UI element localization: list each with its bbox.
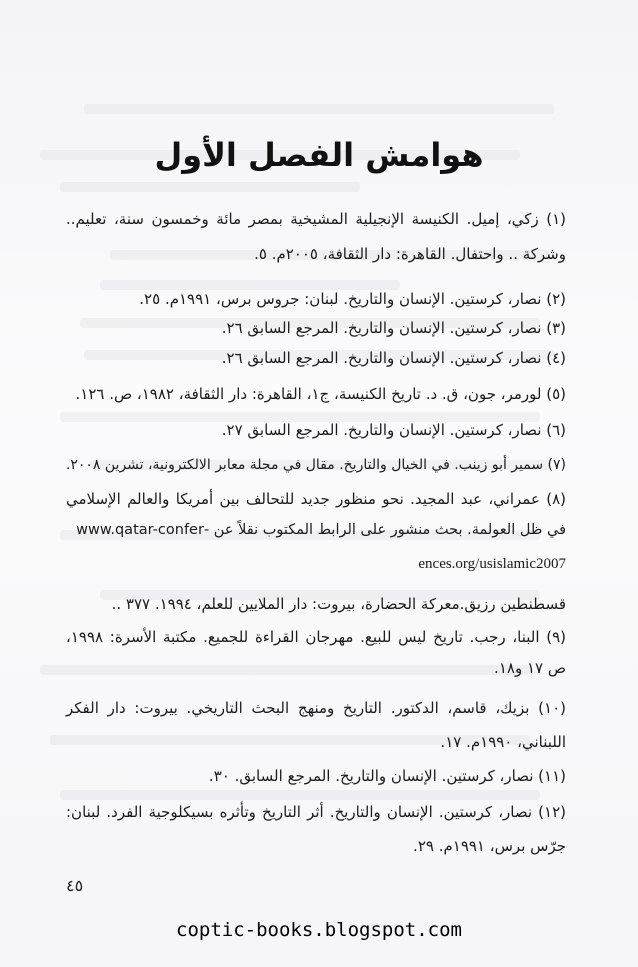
watermark-text: coptic-books.blogspot.com <box>176 919 462 941</box>
endnote-2: (٢) نصار، كرستين. الإنسان والتاريخ. لبنان: جروس برس، ١٩٩١م. ٢٥. <box>139 290 566 308</box>
endnote-9-line-1: (٩) البنا، رجب. تاريخ ليس للبيع. مهرجان القراءة للجميع. مكتبة الأسرة: ١٩٩٨، <box>66 628 566 646</box>
endnote-4: (٤) نصار، كرستين. الإنسان والتاريخ. المرجع السابق ٢٦. <box>221 349 566 367</box>
endnote-11: (١١) نصار، كرستين. الإنسان والتاريخ. المرجع السابق. ٣٠. <box>208 767 566 785</box>
endnote-1-line-1: (١) زكي، إميل. الكنيسة الإنجيلية المشيخية بمصر مائة وخمسون سنة، تعليم.. <box>66 210 566 228</box>
endnote-8-line-2: في ظل العولمة. بحث منشور على الرابط المكتوب نقلاً عن -www.qatar-confer <box>76 522 566 538</box>
endnote-8-url-continuation: ences.org/usislamic2007 <box>418 556 566 572</box>
page-number: ٤٥ <box>66 878 84 895</box>
endnote-3: (٣) نصار، كرستين. الإنسان والتاريخ. المرجع السابق ٢٦. <box>221 319 566 337</box>
endnote-6: (٦) نصار، كرستين. الإنسان والتاريخ. المرجع السابق ٢٧. <box>221 421 566 439</box>
page-title: هوامش الفصل الأول <box>154 136 484 174</box>
endnote-10-line-1: (١٠) بزيك، قاسم، الدكتور. التاريخ ومنهج البحث التاريخي. بيروت: دار الفكر <box>66 699 566 717</box>
endnote-8-line-1: (٨) عمراني، عبد المجيد. نحو منظور جديد للتحالف بين أمريكا والعالم الإسلامي <box>66 490 566 508</box>
endnote-12-line-2: جرّس برس، ١٩٩١م. ٢٩. <box>413 837 566 855</box>
endnote-1-line-2: وشركة .. واحتفال. القاهرة: دار الثقافة، ٢٠٠٥م. ٥. <box>254 245 566 263</box>
endnote-9-line-2: ص ١٧ و١٨. <box>494 659 566 677</box>
endnote-7: (٧) سمير أبو زينب. في الخيال والتاريخ. مقال في مجلة معابر الالكترونية، تشرين ٢٠٠٨. <box>65 457 566 473</box>
endnote-12-line-1: (١٢) نصار، كرستين. الإنسان والتاريخ. أثر التاريخ وتأثره بسيكلوجية الفرد. لبنان: <box>66 803 566 821</box>
endnote-10-line-2: اللبناني، ١٩٩٠م. ١٧. <box>440 733 566 751</box>
endnote-8-line-3: قسطنطين رزيق.معركة الحضارة، بيروت: دار الملايين للعلم، ١٩٩٤. ٣٧٧ .. <box>111 595 566 613</box>
endnote-5: (٥) لورمر، جون، ق. د. تاريخ الكنيسة، ج١، القاهرة: دار الثقافة، ١٩٨٢، ص. ١٢٦. <box>75 385 566 403</box>
